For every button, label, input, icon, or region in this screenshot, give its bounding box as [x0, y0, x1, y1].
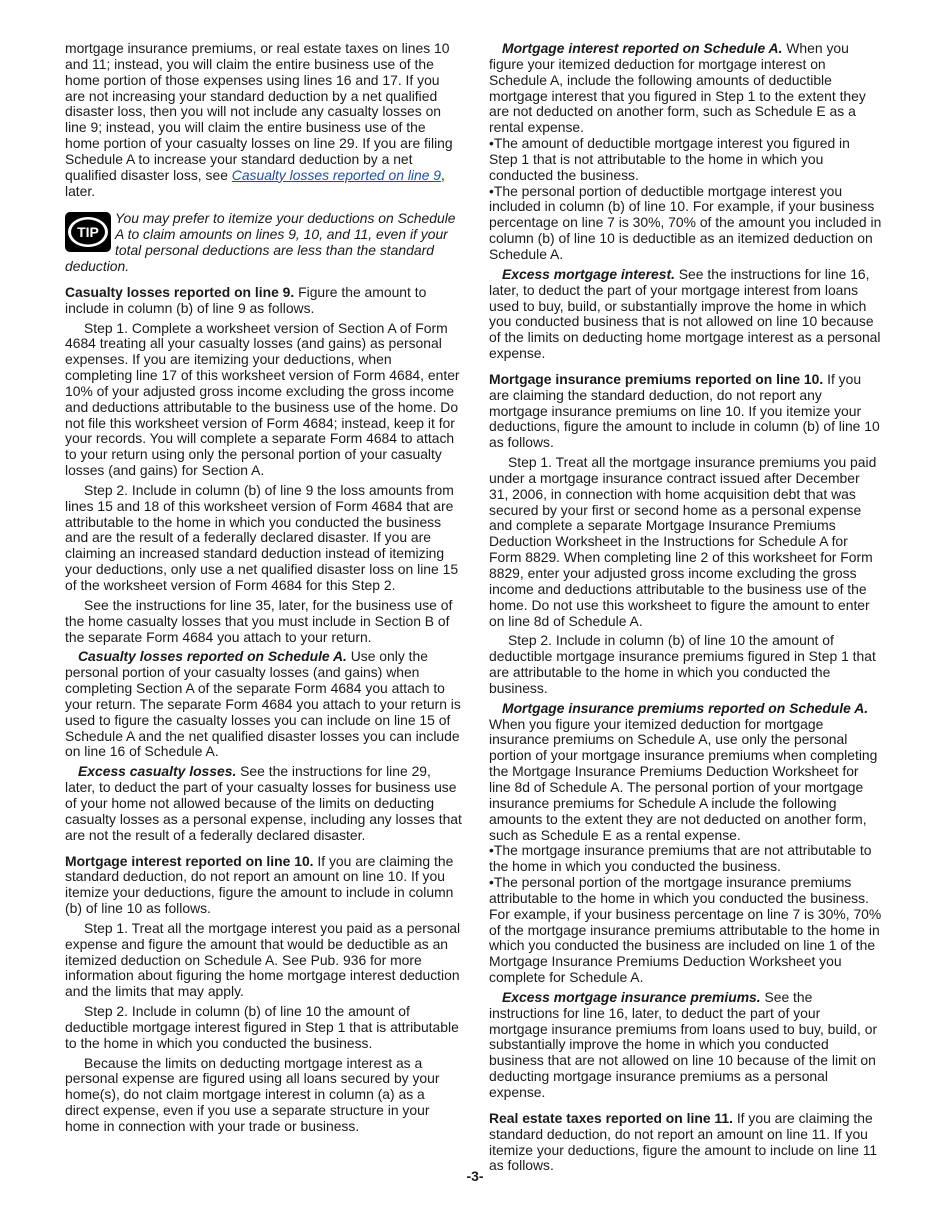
tip-box: [65, 211, 462, 274]
mortgage-schedule-a-paragraph: Mortgage interest reported on Schedule A. When you figure your itemized deduction for mortgage interest on Schedule A, include the following amounts of deductible mortgage interest that you figured in Step 1 to the extent they are not deducted on another form, such as Schedule E as a rental expense.: [489, 40, 866, 136]
bullet-icon: •: [489, 874, 494, 891]
excess-casualty-paragraph: Excess casualty losses. See the instructions for line 29, later, to deduct the part of your casualty losses for business use of your home not allowed because of the limits on deducting casualty losses as a personal expense, including any losses that are not the result of a federally declared disaster.: [65, 763, 462, 843]
left-column: [65, 41, 462, 1135]
svg-text:TIP: TIP: [77, 224, 99, 241]
section-heading: Mortgage insurance premiums reported on line 10.: [489, 370, 824, 387]
mip-schedule-a-heading: [489, 701, 882, 717]
schedule-a-casualty-paragraph: Casualty losses reported on Schedule A. Use only the personal portion of your casualty losses (and gains) when completing Section A of the separate Form 4684 you attach to your return. The separate Form 4684 you attach to your return is used to figure the casualty losses you can include on line 15 of Schedule A and the net qualified disaster losses you can include on line 16 of Schedule A.: [65, 648, 461, 760]
page-number: -3-: [466, 1168, 484, 1184]
mortgage-step-1: Step 1. Treat all the mortgage interest you paid as a personal expense and figure the amount that would be deductible as an itemized deduction on Schedule A. See Pub. 936 for more information about figuring the home mortgage interest deduction and the limits that may apply.: [65, 919, 461, 1000]
inline-heading: Casualty losses reported on Schedule A.: [78, 648, 347, 665]
mip-step-2: Step 2. Include in column (b) of line 10 the amount of deductible mortgage insurance premiums figured in Step 1 that are attributable to the home in which you conducted the business.: [489, 632, 876, 696]
mip-schedule-a-paragraph: When you figure your itemized deduction for mortgage insurance premiums on Schedule A, use only the personal portion of your mortgage insurance premiums when completing the Mortgage Insurance Premiums Deduction Worksheet for line 8d of Schedule A. The personal portion of your mortgage insurance premiums for Schedule A include the following amounts to the extent they are not deducted on another form, such as Schedule E as a rental expense.: [489, 715, 878, 843]
mortgage-insurance-section: Mortgage insurance premiums reported on line 10. If you are claiming the standard deduction, do not report any mortgage insurance premiums on line 10. If you itemize your deductions, figure the amount to include in column (b) of line 10 as follows.: [489, 370, 880, 451]
excess-mortgage-paragraph: Excess mortgage interest. See the instructions for line 16, later, to deduct the part of your mortgage interest from loans used to buy, build, or substantially improve the home in which you conducted business that is not allowed on line 10 because of the limits on deducting home mortgage interest as a personal expense.: [489, 265, 881, 362]
bullet-item: •The personal portion of deductible mortgage interest you included in column (b) of line 10. For example, if your business percentage on line 7 is 30%, 70% of the amount you included in column (b) of line 10 is deductible as an itemized deduction on Schedule A.: [489, 182, 882, 262]
bullet-icon: •: [489, 842, 494, 859]
mortgage-step-2: Step 2. Include in column (b) of line 10 the amount of deductible mortgage interest figured in Step 1 that is attributable to the home in which you conducted the business.: [65, 1003, 459, 1051]
casualty-losses-link[interactable]: Casualty losses reported on line 9: [231, 166, 442, 183]
mortgage-limits-note: Because the limits on deducting mortgage interest as a personal expense are figured using all loans secured by your home(s), do not claim mortgage interest in column (a) as a direct expense, even if you use a separate structure in your home in connection with your trade or business.: [65, 1054, 440, 1134]
tip-text: You may prefer to itemize your deductions on Schedule A to claim amounts on lines 9, 10, and 11, even if your total personal deductions are less than the standard deduction.: [65, 210, 456, 274]
bullet-icon: •: [489, 135, 494, 152]
bullet-item: •The mortgage insurance premiums that are not attributable to the home in which you conducted the business.: [489, 842, 872, 875]
intro-paragraph: mortgage insurance premiums, or real estate taxes on lines 10 and 11; instead, you will claim the entire business use of the home portion of those expenses using lines 16 and 17. If you are not increasing your standard deduction by a net qualified disaster loss, then you will not include any casualty losses on line 9; instead, you will claim the entire business use of the home portion of your casualty losses on line 29. If you are filing Schedule A to increase your standard deduction by a net qualified disaster loss, see Casualty losses reported on line 9, later.: [65, 40, 453, 199]
inline-heading: Excess casualty losses.: [78, 763, 237, 780]
bullet-icon: •: [489, 182, 494, 199]
section-heading: Casualty losses reported on line 9.: [65, 283, 295, 300]
inline-heading: Excess mortgage insurance premiums.: [502, 988, 761, 1005]
right-column: [489, 41, 882, 1174]
bullet-item: •The amount of deductible mortgage interest you figured in Step 1 that is not attributable to the home in which you conducted the business.: [489, 135, 850, 183]
inline-heading: Mortgage insurance premiums reported on Schedule A.: [502, 699, 869, 716]
inline-heading: Excess mortgage interest.: [502, 265, 675, 282]
tip-icon: [65, 212, 111, 252]
mip-step-1: Step 1. Treat all the mortgage insurance premiums you paid under a mortgage insurance contract issued after December 31, 2006, in connection with home acquisition debt that was secured by your first or second home as a personal expense and complete a separate Mortgage Insurance Premiums Deduction Worksheet in the Instructions for Schedule A for Form 8829. When completing line 2 of this worksheet for Form 8829, enter your adjusted gross income excluding the gross income and deductions attributable to the business use of the home. Do not use this worksheet to figure the amount to enter on line 8d of Schedule A.: [489, 454, 877, 629]
inline-heading: Mortgage interest reported on Schedule A.: [502, 40, 783, 56]
casualty-losses-section: Casualty losses reported on line 9. Figure the amount to include in column (b) of line 9 as follows.: [65, 283, 427, 316]
bullet-item: •The personal portion of the mortgage insurance premiums attributable to the home in which you conducted the business. For example, if your business percentage on line 7 is 30%, 70% of the mortgage insurance premiums attributable to the home in which you conducted the business are included on line 1 of the Mortgage Insurance Premiums Deduction Worksheet you complete for Schedule A.: [489, 874, 882, 986]
excess-mip-paragraph: Excess mortgage insurance premiums. See the instructions for line 16, later, to deduct the part of your mortgage insurance premiums from loans used to buy, build, or substantially improve the home in which you conducted business that are not allowed on line 10 because of the limit on deducting mortgage insurance premiums as a personal expense.: [489, 988, 878, 1100]
casualty-step-2: Step 2. Include in column (b) of line 9 the loss amounts from lines 15 and 18 of this worksheet version of Form 4684 that are attributable to the home in which you conducted the business and are the result of a federally declared disaster. If you are claiming an increased standard deduction instead of itemizing your deductions, only use a net qualified disaster loss on line 15 of the worksheet version of Form 4684 for this Step 2.: [65, 481, 459, 593]
mortgage-interest-section: Mortgage interest reported on line 10. If you are claiming the standard deduction, do not report an amount on line 10. If you itemize your deductions, figure the amount to include in column (b) of line 10 as follows.: [65, 852, 454, 917]
casualty-step-1: Step 1. Complete a worksheet version of Section A of Form 4684 treating all your casualty losses (and gains) as personal expenses. If you are itemizing your deductions, when completing line 17 of this worksheet version of Form 4684, enter 10% of your adjusted gross income excluding the gross income and deductions attributable to the business use of the home. Do not file this worksheet version of Form 4684; instead, keep it for your records. You will complete a separate Form 4684 to attach to your return using only the personal portion of your casualty losses (and gains) for Section A.: [65, 319, 460, 479]
casualty-see-note: See the instructions for line 35, later, for the business use of the home casualty losses that you must include in Section B of the separate Form 4684 you attach to your return.: [65, 596, 453, 645]
section-heading: Real estate taxes reported on line 11.: [489, 1109, 733, 1126]
section-heading: Mortgage interest reported on line 10.: [65, 852, 314, 869]
real-estate-taxes-section: Real estate taxes reported on line 11. If you are claiming the standard deduction, do not report an amount on line 11. If you itemize your deductions, figure the amount to include on line 11 as follows.: [489, 1109, 878, 1174]
